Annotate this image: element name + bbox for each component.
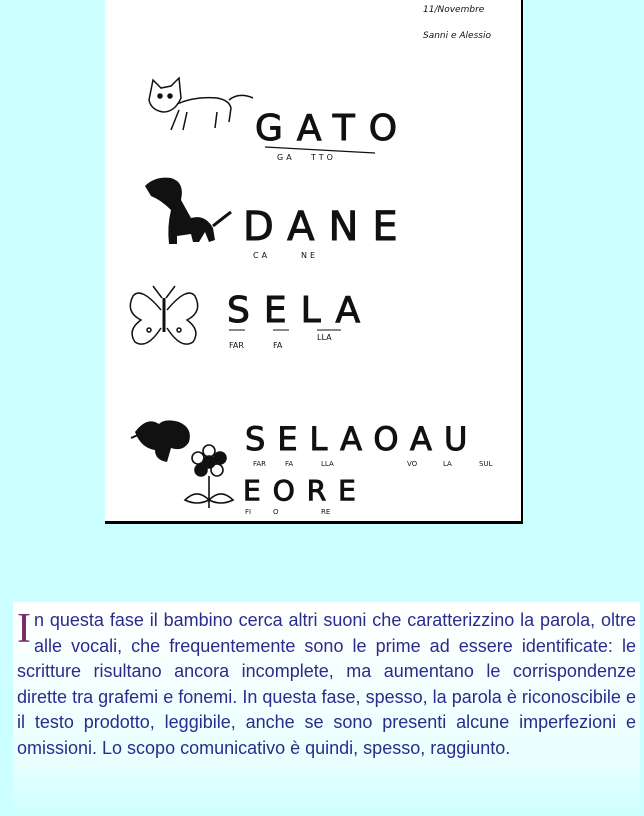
scanned-drawing <box>105 0 523 524</box>
word-row-2: DANE <box>243 204 412 250</box>
syllables-row-3-c: LLA <box>317 333 332 342</box>
syllables-row-3-b: FA <box>273 341 283 350</box>
drop-cap: I <box>17 606 31 652</box>
caption-text: n questa fase il bambino cerca altri suoni che caratterizzino la parola, oltre alle vocali, che frequentemente sono le prime ad essere identificate: le scritture risultano ancora incomplete, ma aumentano le corrispondenze dirette tra grafemi e fonemi. In questa fase, spesso, la parola è riconoscibile e il testo prodotto, leggibile, anche se sono presenti alcune imperfezioni e omissioni. Lo scopo comunicativo è quindi, spesso, raggiunto. <box>17 610 636 758</box>
syllables-row-4-e: LA <box>443 460 452 468</box>
dog-drawing <box>145 178 231 244</box>
cat-drawing <box>149 78 253 130</box>
caption-box <box>13 602 640 816</box>
word-row-4: SELAOAU <box>245 420 480 458</box>
word-row-5: EORE <box>243 474 368 507</box>
syllables-row-5-c: RE <box>321 508 331 516</box>
syllables-row-4-b: FA <box>285 460 294 468</box>
header-date: 11/Novembre <box>423 5 485 15</box>
syllables-row-4-f: SUL <box>479 460 493 468</box>
word-row-3: SELA <box>227 290 375 331</box>
syllables-row-4-d: VO <box>407 460 418 468</box>
header-name: Sanni e Alessio <box>423 31 491 41</box>
syllables-row-4-c: LLA <box>321 460 334 468</box>
small-butterfly-drawing <box>131 420 190 462</box>
drawing-svg <box>105 0 523 524</box>
syllables-row-3-a: FAR <box>229 341 244 350</box>
butterfly-drawing <box>130 286 197 344</box>
syllables-row-1-a: GA <box>277 153 295 162</box>
syllables-row-4-a: FAR <box>253 460 267 468</box>
syllables-row-1-b: TTO <box>311 153 336 162</box>
word-row-1: GATO <box>255 108 412 149</box>
flower-drawing <box>185 445 233 508</box>
syllables-row-2-a: CA <box>253 251 271 260</box>
syllables-row-2-b: NE <box>301 251 319 260</box>
syllables-row-5-b: O <box>273 508 279 516</box>
syllables-row-5-a: FI <box>245 508 252 516</box>
